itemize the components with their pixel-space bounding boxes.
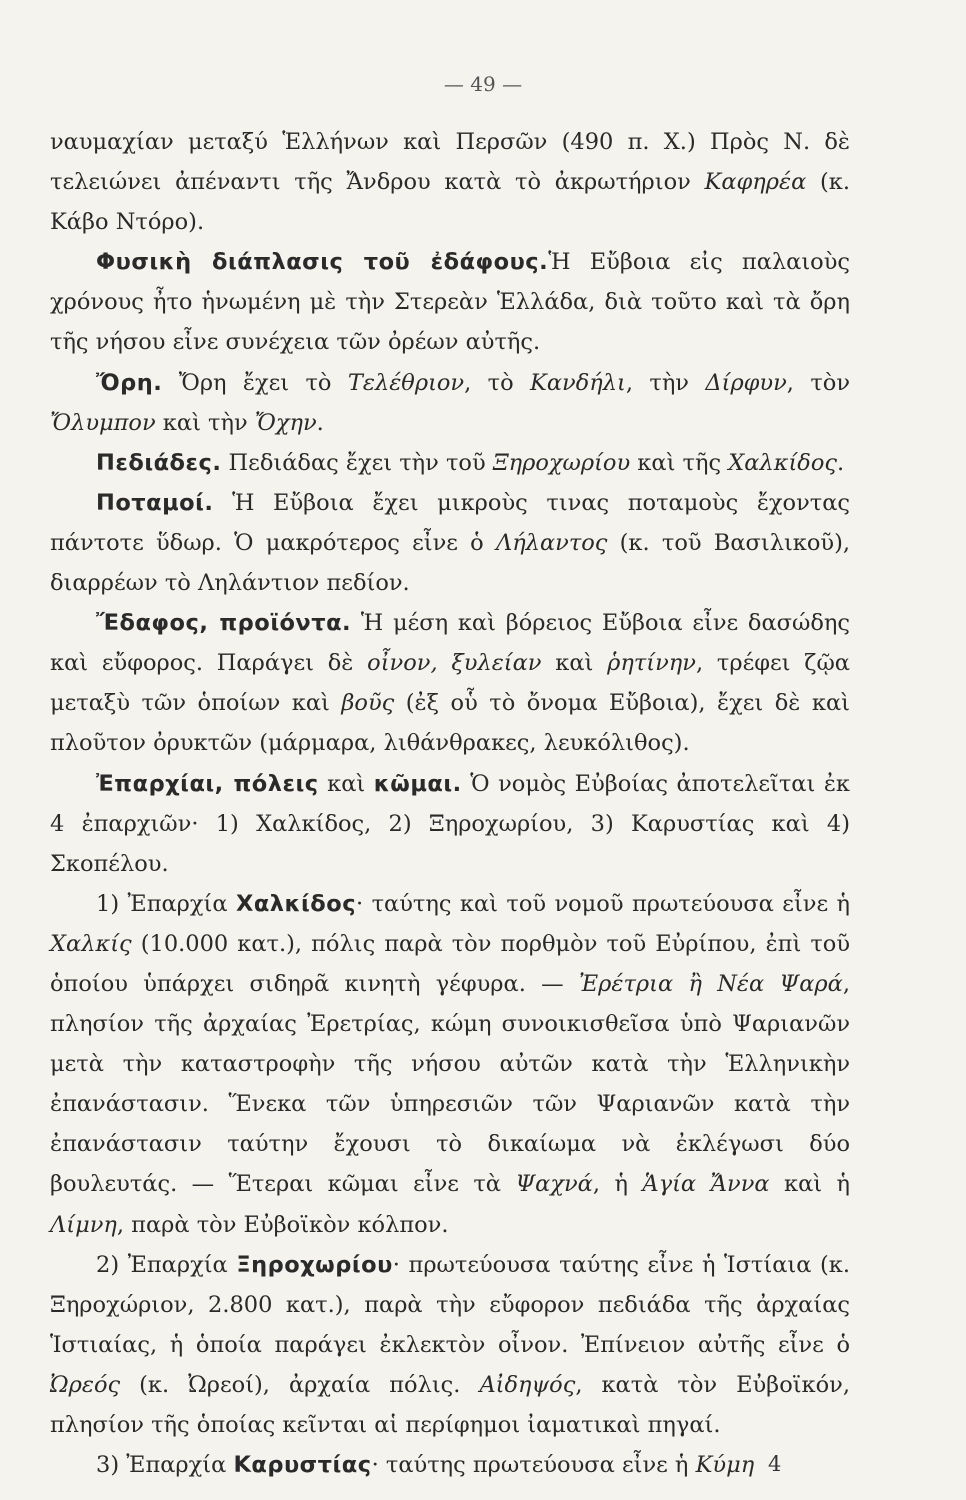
section-heading: Χαλκίδος [235,890,357,917]
italic-text: Κανδήλι [530,369,626,396]
text: καὶ ἡ [769,1171,851,1198]
text: (ἐξ οὗ τὸ ὄνομα Εὔβοια), ἔχει δὲ καὶ πλοῦτον ὀρυκτῶν (μάρμαρα, λιθάνθρακες, λευκόλιθος). [50,690,850,757]
section-heading: Πεδιάδες. [96,449,222,476]
text: καὶ τῆς [630,449,729,476]
italic-text: Ἁγία Ἄννα [642,1171,770,1198]
italic-text: Κύμη [695,1452,755,1479]
italic-text: οἶνον, ξυλείαν [367,650,542,677]
italic-text: βοῦς [341,690,395,717]
text: καὶ [318,770,374,797]
italic-text: Καφηρέα [704,169,807,196]
italic-text: Χαλκίδος [728,449,837,476]
italic-text: Λήλαντος [495,529,608,556]
text: καὶ τὴν [155,409,255,436]
text: καὶ [541,650,608,677]
text: , τὴν [625,369,706,396]
section-heading: Ποταμοί. [96,489,214,516]
italic-text: Ὄλυμπον [50,409,156,436]
italic-text: Λίμνη [50,1211,117,1238]
text: Ὄρη ἔχει τὸ [162,369,348,396]
paragraph-provinces [50,764,850,884]
paragraph-rivers [50,483,850,603]
text: (κ. Ὠρεοί), ἀρχαία πόλις. [120,1371,480,1398]
paragraph-chalkis [50,884,850,1245]
section-heading: Ἐπαρχίαι, πόλεις [96,770,319,797]
section-heading: Ξηροχωρίου [236,1251,393,1278]
paragraph-mountains [50,363,850,443]
italic-text: Ξηροχωρίου [492,449,631,476]
italic-text: Ἐρέτρια ἢ Νέα Ψαρά [578,970,843,997]
text: Ἡ Εὔβοια εἰς παλαιοὺς χρόνους ἦτο ἡνωμένη μὲ τὴν Στερεὰν Ἑλλάδα, διὰ τοῦτο καὶ τὰ ὄρη τῆς νήσου εἶνε συνέχεια τῶν ὀρέων αὐτῆς. [50,249,850,356]
text: , τὸν [786,369,851,396]
section-heading: Φυσικὴ διάπλασις τοῦ ἐδάφους. [96,249,549,276]
paragraph-intro [50,122,850,242]
text: 1) Ἐπαρχία [96,890,236,917]
text: Ἡ μέση καὶ βόρειος Εὔβοια εἶνε δασώδης καὶ εὔφορος. Παράγει δὲ [50,610,850,677]
text: . [316,409,324,436]
italic-text: Δίρφυν [705,369,787,396]
text: Ὁ νομὸς Εὐβοίας ἀποτελεῖται ἐκ 4 ἐπαρχιῶν· 1) Χαλκίδος, 2) Ξηροχωρίου, 3) Καρυστίας καὶ 4) Σκοπέλου. [50,770,850,877]
italic-text: Ὠρεός [50,1371,121,1398]
text: , παρὰ τὸν Εὐβοϊκὸν κόλπον. [116,1211,449,1238]
section-heading: Καρυστίας [233,1452,372,1479]
section-heading: Ὄρη. [96,369,163,396]
page-number: — 49 — [443,72,523,96]
italic-text: Ψαχνά [515,1171,593,1198]
paragraph-physical-formation [50,242,850,362]
italic-text: ῥητίνην [607,650,696,677]
text: 2) Ἐπαρχία [96,1251,237,1278]
text: , ἡ [592,1171,643,1198]
italic-text: Τελέθριον [347,369,465,396]
paragraph-soil-products [50,603,850,763]
section-heading: κῶμαι. [373,770,462,797]
text: , τρέφει ζῷα μεταξὺ τῶν ὁποίων καὶ [50,650,850,717]
text: , τὸ [464,369,531,396]
text: , πλησίον τῆς ἀρχαίας Ἐρετρίας, κώμη συνοικισθεῖσα ὑπὸ Ψαριανῶν μετὰ τὴν καταστροφὴν τῆς νήσου αὐτῶν κατὰ τὴν Ἑλληνικὴν ἐπανάστασιν. Ἕνεκα τῶν ὑπηρεσιῶν τῶν Ψαριανῶν κατὰ τὴν ἐπανάστασιν ταύτην ἔχουσι τὸ δικαίωμα νὰ ἐκλέγωσι δύο βουλευτάς. — Ἕτεραι κῶμαι εἶνε τὰ [50,970,850,1198]
text: (κ. τοῦ Βασιλικοῦ), διαρρέων τὸ Ληλάντιον πεδίον. [50,529,850,597]
section-heading: Ἔδαφος, προϊόντα. [96,610,352,637]
text: (κ. Κάβο Ντόρο). [50,169,850,236]
text: ναυμαχίαν μεταξύ Ἑλλήνων καὶ Περσῶν (490 π. Χ.) Πρὸς Ν. δὲ τελειώνει ἀπέναντι τῆς Ἄνδρου κατὰ τὸ ἀκρωτήριον [50,129,850,196]
paragraph-karystia [50,1445,850,1485]
text: · πρωτεύουσα ταύτης εἶνε ἡ Ἱστίαια (κ. Ξηροχώριον, 2.800 κατ.), παρὰ τὴν εὔφορον πεδιάδα τῆς ἀρχαίας Ἱστιαίας, ἡ ὁποία παράγει ἐκλεκτὸν οἶνον. Ἐπίνειον αὐτῆς εἶνε ὁ [50,1251,851,1358]
paragraph-xirochori [50,1245,850,1445]
paragraph-plains [50,443,850,483]
italic-text: Χαλκίς [50,930,132,957]
text: 3) Ἐπαρχία [96,1452,234,1479]
italic-text: Αἰδηψός [479,1371,576,1398]
text: · ταύτης πρωτεύουσα εἶνε ἡ [371,1452,696,1479]
text: , κατὰ τὸν Εὐβοϊκόν, πλησίον τῆς ὁποίας κεῖνται αἱ περίφημοι ἰαματικαὶ πηγαί. [50,1371,850,1438]
body-text [50,122,850,1485]
text: . [836,449,845,476]
text: Ἡ Εὔβοια ἔχει μικροὺς τινας ποταμοὺς ἔχοντας πάντοτε ὕδωρ. Ὁ μακρότερος εἶνε ὁ [50,489,850,556]
text: (10.000 κατ.), πόλις παρὰ τὸν πορθμὸν τοῦ Εὐρίπου, ἐπὶ τοῦ ὁποίου ὑπάρχει σιδηρᾶ κινητὴ γέφυρα. — [50,930,850,997]
text: · ταύτης καὶ τοῦ νομοῦ πρωτεύουσα εἶνε ἡ [356,890,850,917]
text: Πεδιάδας ἔχει τὴν τοῦ [221,449,493,476]
printer-signature: 4 [768,1452,782,1476]
italic-text: Ὄχην [254,409,317,436]
